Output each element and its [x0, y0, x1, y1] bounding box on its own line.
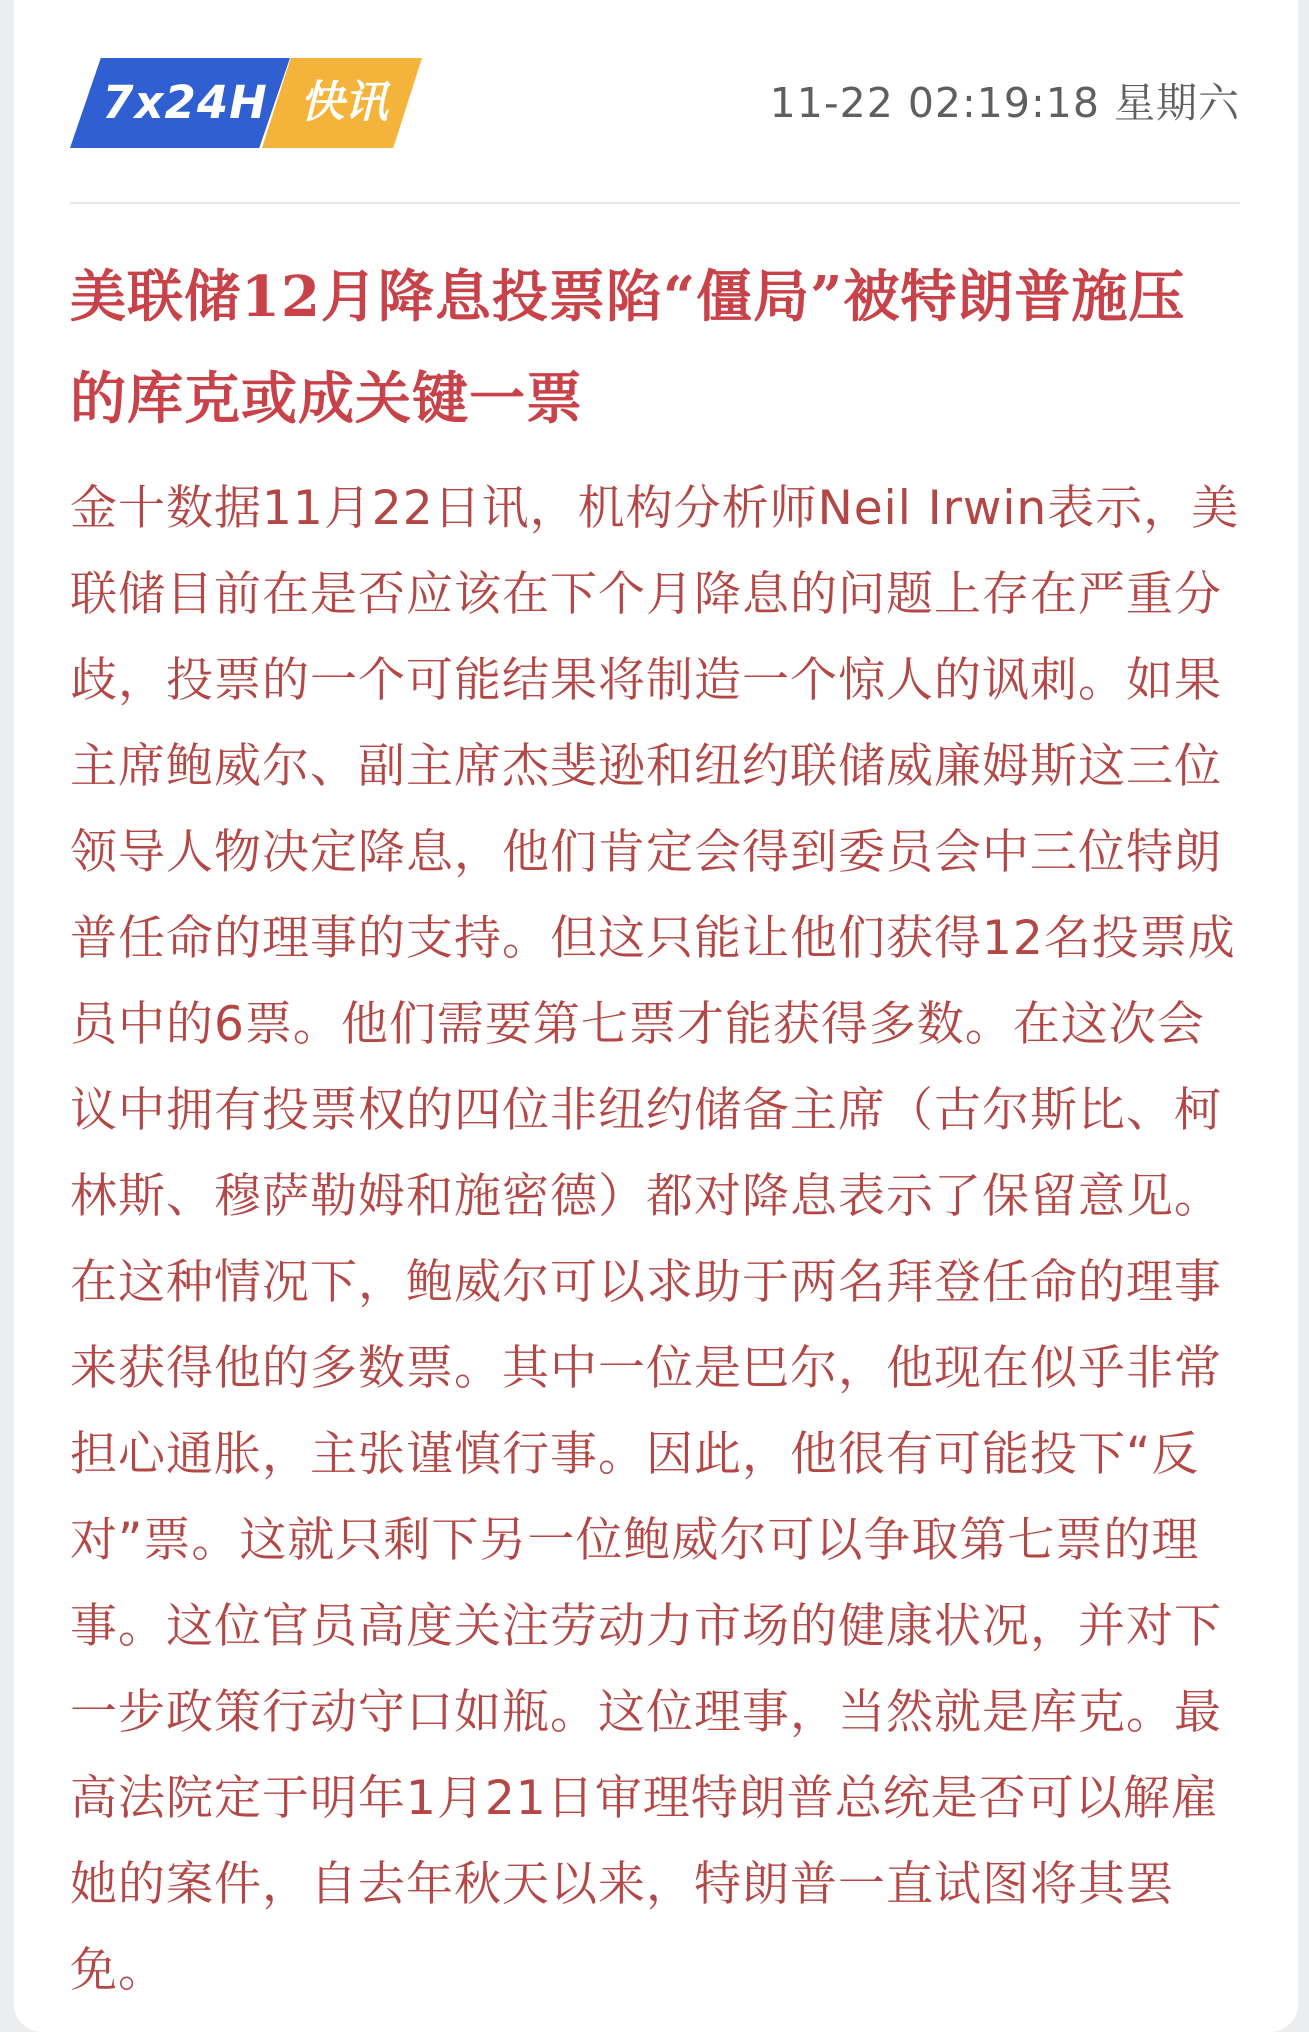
news-logo	[70, 58, 422, 148]
header-divider	[70, 202, 1240, 204]
news-card	[14, 0, 1298, 2032]
logo-flash-news-text: 快讯	[300, 77, 388, 128]
news-header	[70, 58, 1240, 148]
publish-datetime: 11-22 02:19:18 星期六	[769, 79, 1240, 127]
article-body: 金十数据11月22日讯，机构分析师Neil Irwin表示，美联储目前在是否应该在下个月降息的问题上存在严重分歧，投票的一个可能结果将制造一个惊人的讽刺。如果主席鲍威尔、副主席杰斐逊和纽约联储威廉姆斯这三位领导人物决定降息，他们肯定会得到委员会中三位特朗普任命的理事的支持。但这只能让他们获得12名投票成员中的6票。他们需要第七票才能获得多数。在这次会议中拥有投票权的四位非纽约储备主席（古尔斯比、柯林斯、穆萨勒姆和施密德）都对降息表示了保留意见。在这种情况下，鲍威尔可以求助于两名拜登任命的理事来获得他的多数票。其中一位是巴尔，他现在似乎非常担心通胀，主张谨慎行事。因此，他很有可能投下“反对”票。这就只剩下另一位鲍威尔可以争取第七票的理事。这位官员高度关注劳动力市场的健康状况，并对下一步政策行动守口如瓶。这位理事，当然就是库克。最高法院定于明年1月21日审理特朗普总统是否可以解雇她的案件，自去年秋天以来，特朗普一直试图将其罢免。	[70, 481, 1240, 1998]
article-title: 美联储12月降息投票陷“僵局”被特朗普施压的库克或成关键一票	[70, 264, 1186, 432]
logo-7x24h-text: 7x24H	[102, 76, 268, 129]
